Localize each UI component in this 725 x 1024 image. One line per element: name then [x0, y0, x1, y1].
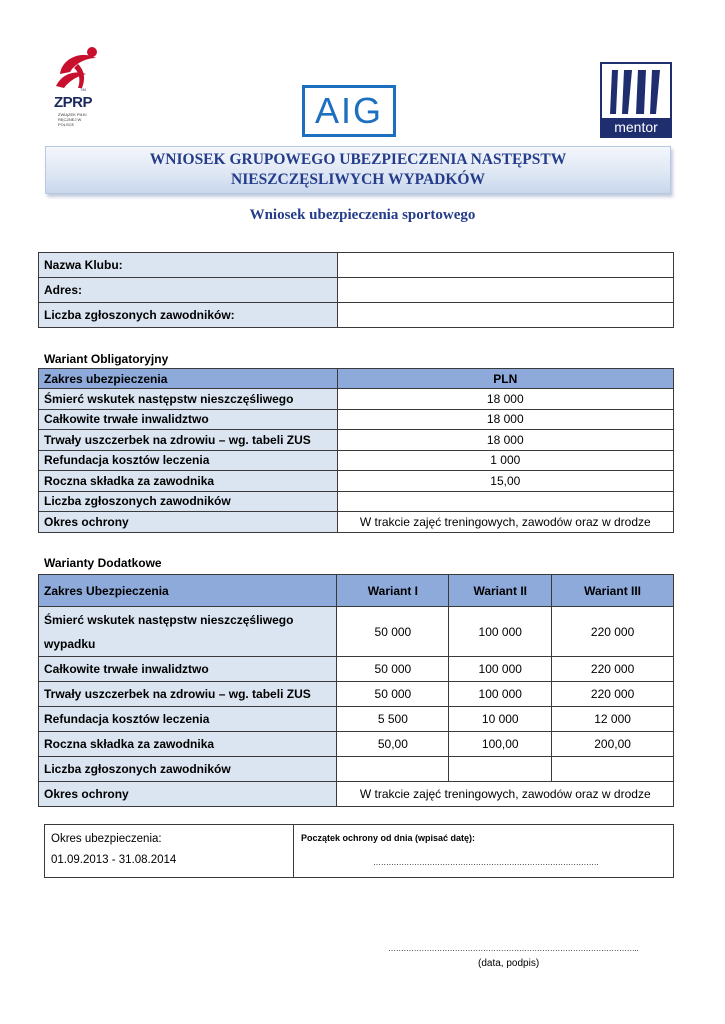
row-value: 100 000: [449, 607, 552, 657]
row-label: Okres ochrony: [39, 782, 337, 807]
signature-label: (data, podpis): [478, 958, 540, 969]
table-row: [39, 682, 674, 707]
row-value: 18 000: [337, 409, 673, 430]
coverage-start-label: Początek ochrony od dnia (wpisać datę):: [301, 833, 476, 843]
table-row: [39, 757, 674, 782]
club-name-label: Nazwa Klubu:: [39, 253, 338, 278]
additional-table: [38, 574, 674, 807]
obligatory-header-currency: PLN: [337, 369, 673, 389]
insurance-period-cell: [45, 825, 294, 877]
table-header-row: [39, 369, 674, 389]
row-value: 50,00: [337, 732, 449, 757]
players-count-label: Liczba zgłoszonych zawodników:: [39, 303, 338, 328]
row-value: 50 000: [337, 607, 449, 657]
players-count-field[interactable]: [337, 303, 673, 328]
table-row: [39, 732, 674, 757]
aig-logo-text: AIG: [314, 90, 383, 131]
club-name-field[interactable]: [337, 253, 673, 278]
variant-3-players-field[interactable]: [552, 757, 674, 782]
address-field[interactable]: [337, 278, 673, 303]
row-value: 12 000: [552, 707, 674, 732]
row-label: Refundacja kosztów leczenia: [39, 450, 338, 471]
table-row: [39, 657, 674, 682]
row-value: 100 000: [449, 682, 552, 707]
address-label: Adres:: [39, 278, 338, 303]
row-value: 100 000: [449, 657, 552, 682]
obligatory-players-field[interactable]: [337, 491, 673, 512]
page-title: WNIOSEK GRUPOWEGO UBEZPIECZENIA NASTĘPSTW NIESZCZĘSLIWYCH WYPADKÓW: [149, 151, 567, 188]
row-label: Roczna składka za zawodnika: [39, 732, 337, 757]
handball-player-icon: [48, 44, 108, 92]
variant-2-players-field[interactable]: [449, 757, 552, 782]
row-value: 5 500: [337, 707, 449, 732]
row-value: 100,00: [449, 732, 552, 757]
club-info-table: [38, 252, 674, 328]
table-row: [39, 491, 674, 512]
row-value: 200,00: [552, 732, 674, 757]
row-label: Całkowite trwałe inwalidztwo: [39, 409, 338, 430]
variant-1-header: Wariant I: [337, 575, 449, 607]
row-value: 50 000: [337, 682, 449, 707]
table-row: [39, 450, 674, 471]
row-label: Śmierć wskutek następstw nieszczęśliwego: [39, 389, 338, 410]
row-label: Trwały uszczerbek na zdrowiu – wg. tabeli ZUS: [39, 682, 337, 707]
zprp-logo-text: ZPRP: [54, 94, 93, 111]
table-row: [39, 389, 674, 410]
table-header-row: [39, 575, 674, 607]
insurance-period-label: Okres ubezpieczenia:: [51, 833, 162, 845]
coverage-start-date-field[interactable]: …………………………………………………………………………….: [373, 858, 599, 867]
insurance-period-value: 01.09.2013 - 31.08.2014: [51, 854, 177, 866]
table-row: [39, 471, 674, 492]
row-value: 18 000: [337, 389, 673, 410]
row-value: 18 000: [337, 430, 673, 451]
variant-3-header: Wariant III: [552, 575, 674, 607]
mentor-emblem-icon: [602, 64, 670, 120]
row-value: 1 000: [337, 450, 673, 471]
row-label: Liczba zgłoszonych zawodników: [39, 491, 338, 512]
row-label: Roczna składka za zawodnika: [39, 471, 338, 492]
row-label: Refundacja kosztów leczenia: [39, 707, 337, 732]
obligatory-header-label: Zakres ubezpieczenia: [39, 369, 338, 389]
row-value: 10 000: [449, 707, 552, 732]
mentor-logo: [600, 62, 672, 138]
insurance-period-box: [44, 824, 674, 878]
zprp-trademark: TM: [80, 87, 86, 92]
row-label: Okres ochrony: [39, 512, 338, 533]
row-label: Liczba zgłoszonych zawodników: [39, 757, 337, 782]
table-row: [39, 303, 674, 328]
obligatory-section-label: Wariant Obligatoryjny: [44, 352, 169, 366]
row-label: Całkowite trwałe inwalidztwo: [39, 657, 337, 682]
signature-line[interactable]: ……………………………………………………………………………………..: [388, 944, 639, 953]
obligatory-table: [38, 368, 674, 533]
page-subtitle: Wniosek ubezpieczenia sportowego: [249, 207, 476, 223]
table-row: [39, 430, 674, 451]
row-value: 220 000: [552, 682, 674, 707]
row-value: 50 000: [337, 657, 449, 682]
variant-2-header: Wariant II: [449, 575, 552, 607]
mentor-logo-text: mentor: [602, 118, 670, 136]
table-row: [39, 607, 674, 657]
table-row: [39, 707, 674, 732]
zprp-logo-subtitle: ZWIĄZEK PIŁKI RĘCZNEJ W POLSCE: [58, 112, 87, 127]
variant-1-players-field[interactable]: [337, 757, 449, 782]
table-row: [39, 409, 674, 430]
table-row: [39, 253, 674, 278]
row-label: Śmierć wskutek następstw nieszczęśliwego wypadku: [39, 607, 337, 657]
zprp-logo: [48, 44, 108, 134]
row-label: Trwały uszczerbek na zdrowiu – wg. tabeli ZUS: [39, 430, 338, 451]
additional-header-label: Zakres Ubezpieczenia: [39, 575, 337, 607]
row-value: W trakcie zajęć treningowych, zawodów oraz w drodze: [337, 782, 674, 807]
table-row: [39, 512, 674, 533]
row-value: 15,00: [337, 471, 673, 492]
table-row: [39, 782, 674, 807]
row-value: W trakcie zajęć treningowych, zawodów oraz w drodze: [337, 512, 673, 533]
row-value: 220 000: [552, 657, 674, 682]
table-row: [39, 278, 674, 303]
aig-logo: [302, 85, 396, 137]
additional-section-label: Warianty Dodatkowe: [44, 556, 162, 570]
title-banner: [45, 146, 671, 194]
row-value: 220 000: [552, 607, 674, 657]
